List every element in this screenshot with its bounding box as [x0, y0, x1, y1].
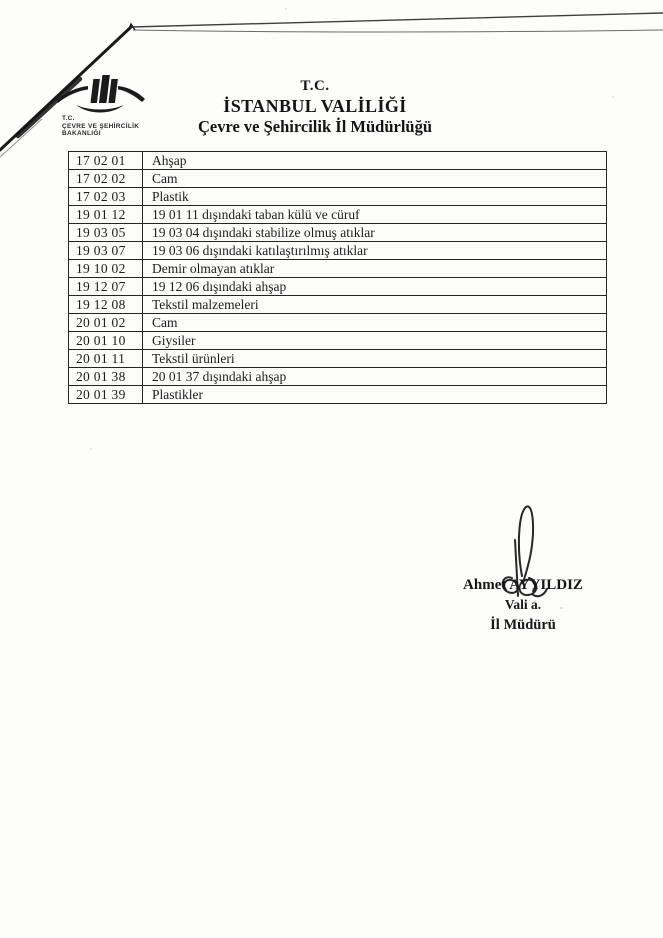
table-row [69, 350, 607, 368]
waste-description-cell: Cam [143, 314, 607, 332]
document-letterhead [0, 78, 630, 136]
waste-code-cell: 19 03 05 [69, 224, 143, 242]
waste-code-cell: 19 01 12 [69, 206, 143, 224]
waste-description-cell: Plastik [143, 188, 607, 206]
waste-description-cell: 19 01 11 dışındaki taban külü ve cüruf [143, 206, 607, 224]
waste-description-cell: 19 12 06 dışındaki ahşap [143, 278, 607, 296]
waste-code-cell: 17 02 03 [69, 188, 143, 206]
waste-code-cell: 20 01 39 [69, 386, 143, 404]
waste-description-cell: Tekstil malzemeleri [143, 296, 607, 314]
waste-code-cell: 20 01 38 [69, 368, 143, 386]
signatory-title: İl Müdürü [490, 617, 556, 633]
table-row [69, 278, 607, 296]
waste-code-cell: 20 01 10 [69, 332, 143, 350]
table-row [69, 368, 607, 386]
table-row [69, 206, 607, 224]
table-row [69, 314, 607, 332]
table-row [69, 152, 607, 170]
table-row [69, 170, 607, 188]
waste-description-cell: Demir olmayan atıklar [143, 260, 607, 278]
waste-code-cell: 17 02 02 [69, 170, 143, 188]
letterhead-governorship: İSTANBUL VALİLİĞİ [223, 96, 407, 116]
waste-description-cell: Plastikler [143, 386, 607, 404]
scan-speckle [612, 96, 614, 98]
logo-caption-line1: T.C. [62, 115, 75, 122]
waste-code-cell: 17 02 01 [69, 152, 143, 170]
waste-code-table [68, 151, 607, 404]
scan-speckle [560, 607, 563, 609]
table-row [69, 242, 607, 260]
waste-description-cell: Cam [143, 170, 607, 188]
table-row [69, 332, 607, 350]
waste-description-cell: Giysiler [143, 332, 607, 350]
waste-code-cell: 20 01 11 [69, 350, 143, 368]
waste-description-cell: 20 01 37 dışındaki ahşap [143, 368, 607, 386]
logo-caption-line3: BAKANLIĞI [62, 130, 101, 138]
table-row [69, 224, 607, 242]
signature-block [438, 576, 608, 634]
waste-code-table-body [69, 152, 607, 404]
waste-description-cell: Tekstil ürünleri [143, 350, 607, 368]
letterhead-tc: T.C. [300, 78, 330, 94]
scan-speckle [285, 8, 287, 10]
waste-code-cell: 19 12 07 [69, 278, 143, 296]
table-row [69, 188, 607, 206]
waste-code-cell: 19 12 08 [69, 296, 143, 314]
letterhead-directorate: Çevre ve Şehircilik İl Müdürlüğü [197, 117, 433, 136]
waste-code-cell: 19 03 07 [69, 242, 143, 260]
waste-code-cell: 20 01 02 [69, 314, 143, 332]
scan-speckle [90, 448, 92, 450]
waste-code-cell: 19 10 02 [69, 260, 143, 278]
table-row [69, 386, 607, 404]
waste-description-cell: 19 03 06 dışındaki katılaştırılmış atıklar [143, 242, 607, 260]
table-row [69, 296, 607, 314]
signatory-behalf: Vali a. [504, 597, 542, 612]
logo-caption-line2: ÇEVRE VE ŞEHİRCİLİK [62, 122, 140, 130]
signatory-name: Ahmet AYYILDIZ [463, 577, 583, 593]
table-row [69, 260, 607, 278]
waste-description-cell: Ahşap [143, 152, 607, 170]
waste-description-cell: 19 03 04 dışındaki stabilize olmuş atıklar [143, 224, 607, 242]
